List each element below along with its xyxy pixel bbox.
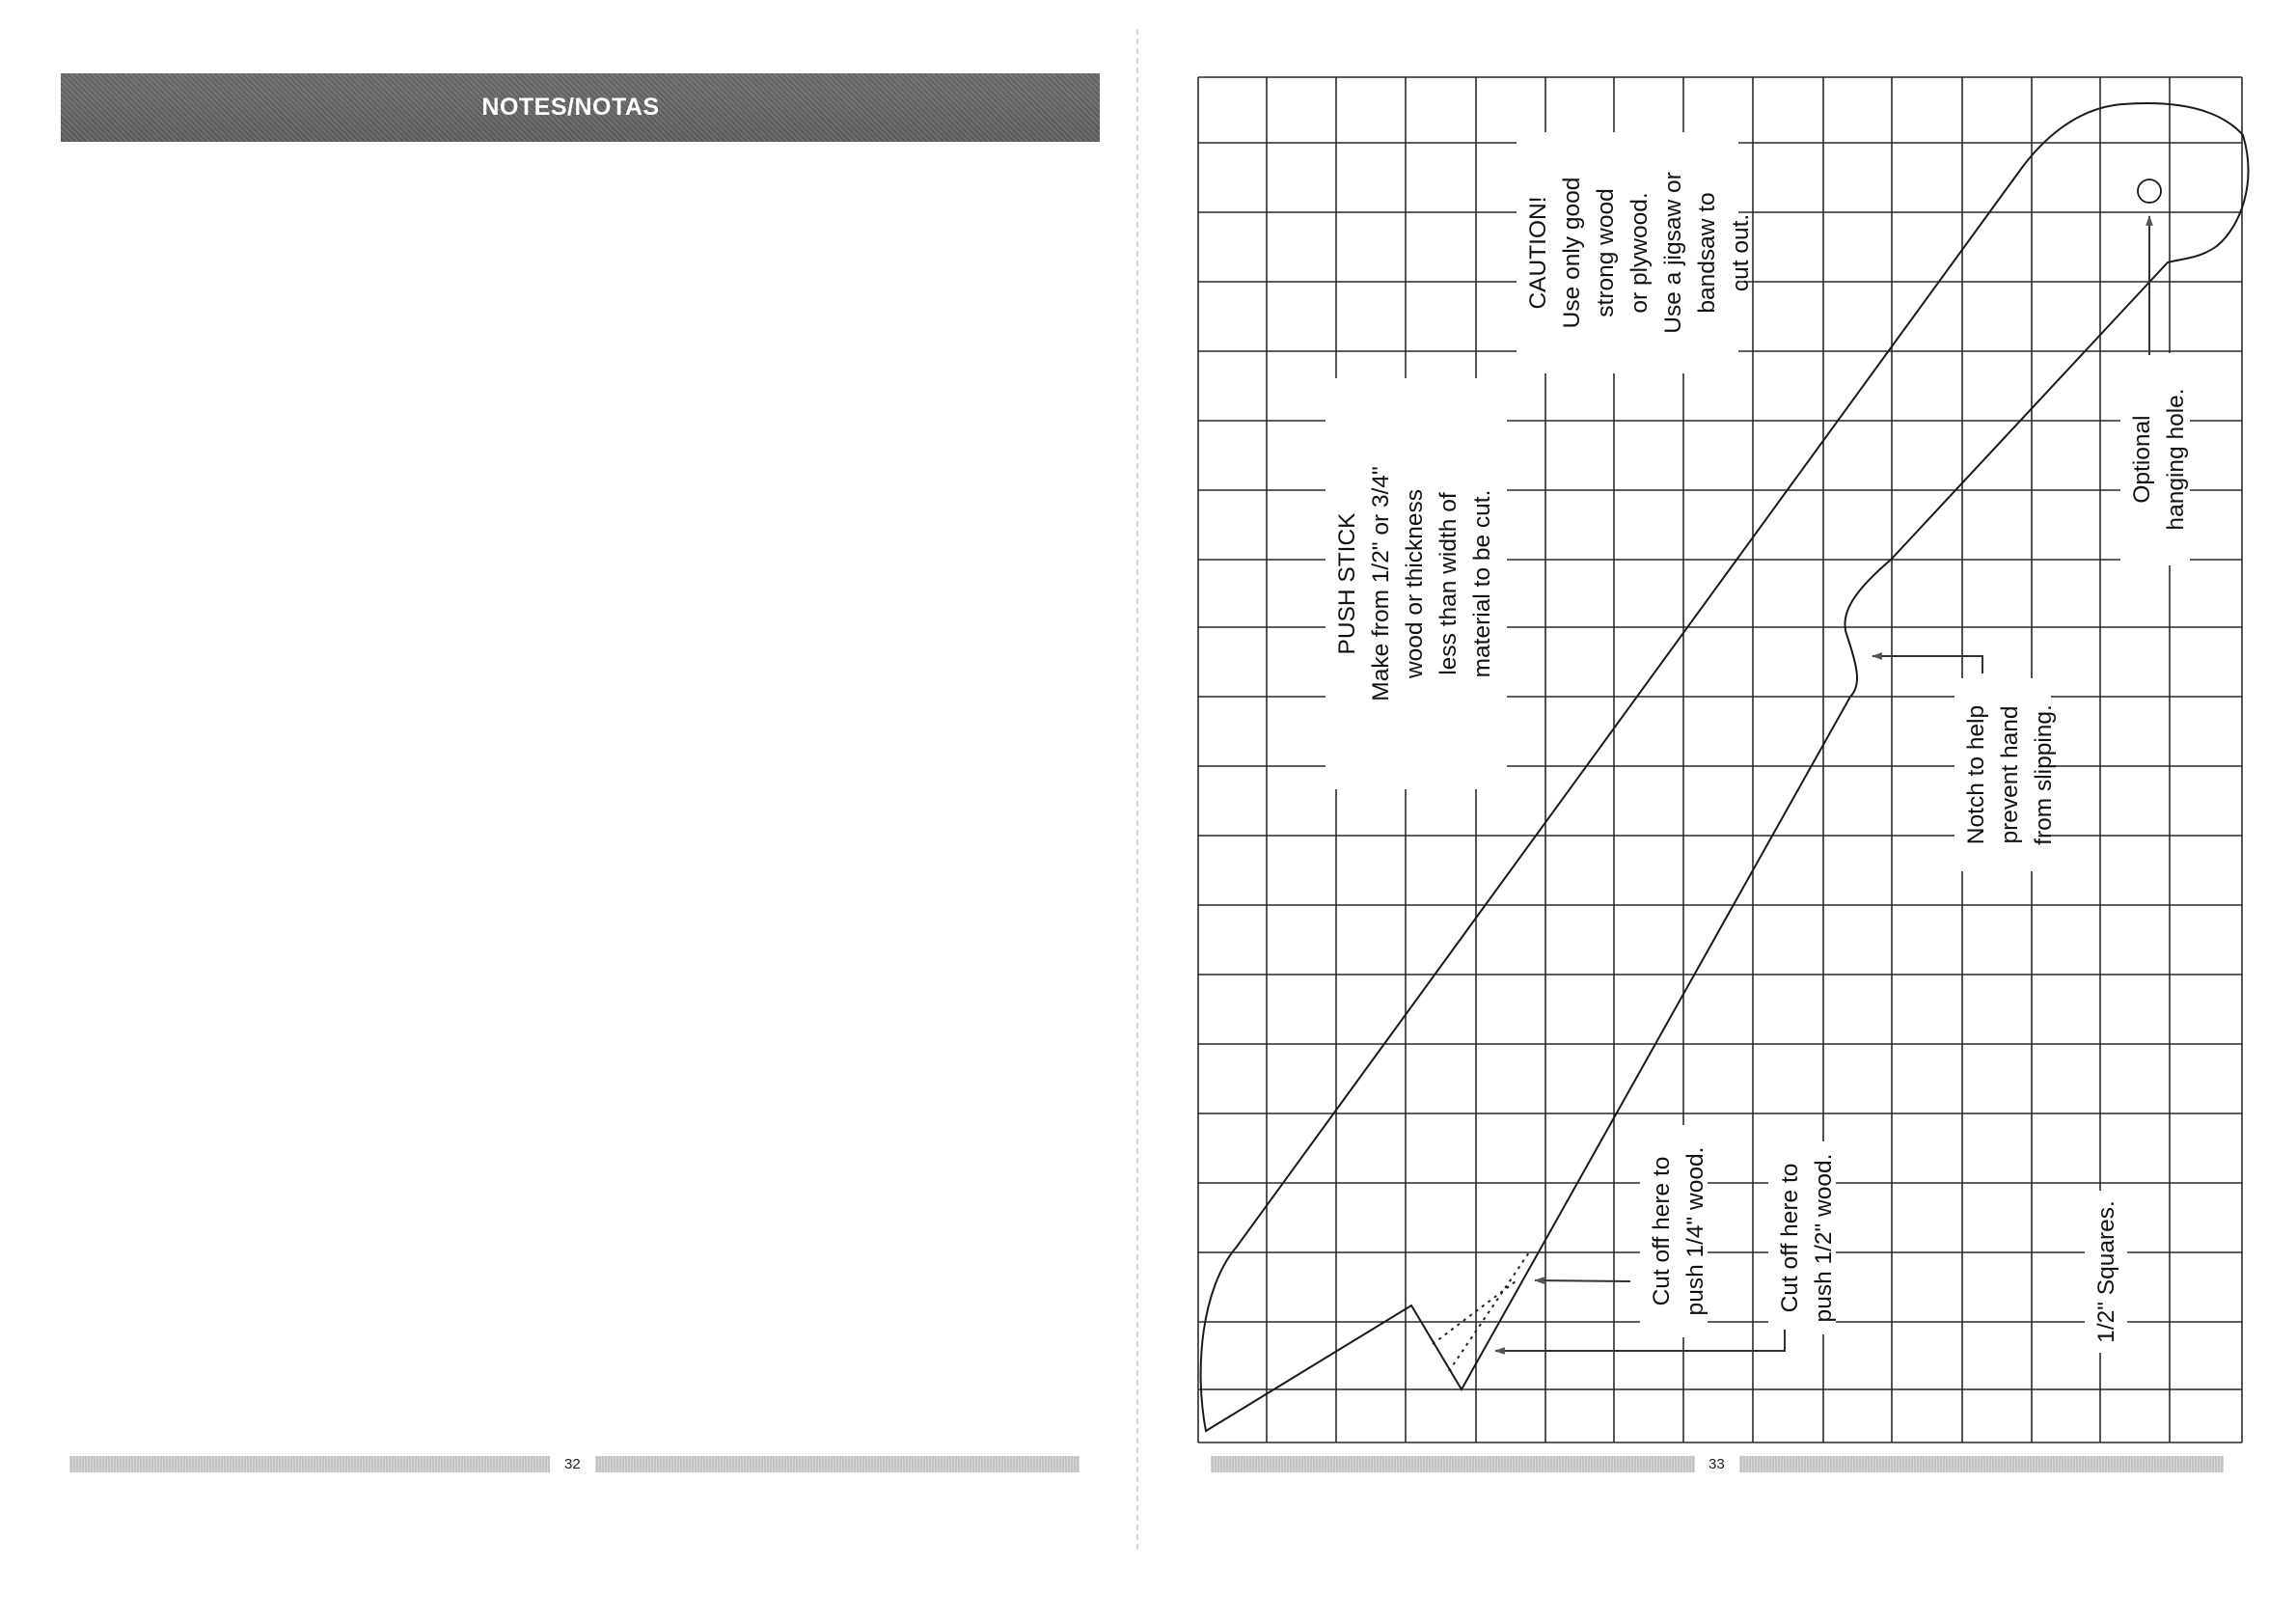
- caution-line: CAUTION!: [1525, 196, 1551, 310]
- push-stick-label: [1326, 378, 1507, 789]
- caution-line: Use only good: [1559, 177, 1585, 329]
- squares-note-text: [2093, 1200, 2119, 1343]
- push-stick-line: Make from 1/2" or 3/4": [1368, 466, 1394, 701]
- notch-line: Notch to help: [1963, 704, 1989, 845]
- cut-quarter-line: Cut off here to: [1649, 1156, 1675, 1306]
- hanging-hole-circle: [2138, 179, 2161, 203]
- page-number-left: 32: [564, 1456, 581, 1472]
- cut-line-half: [1449, 1252, 1529, 1371]
- cut-half-line: push 1/2" wood.: [1811, 1153, 1837, 1323]
- caution-line: or plywood.: [1626, 192, 1653, 314]
- caution-line: strong wood: [1593, 188, 1619, 317]
- cut-half-label: [1768, 1141, 1837, 1334]
- notch-text: [1963, 704, 2057, 845]
- caution-text: [1525, 172, 1754, 333]
- page-number-right: 33: [1708, 1456, 1725, 1472]
- push-stick-line: material to be cut.: [1469, 489, 1495, 678]
- squares-note-label: [2085, 1191, 2127, 1353]
- squares-note-line: 1/2" Squares.: [2093, 1200, 2119, 1343]
- hanging-hole-label: [2120, 353, 2190, 565]
- hanging-hole-line: hanging hole.: [2163, 388, 2189, 531]
- cut-line-quarter: [1433, 1281, 1516, 1344]
- push-stick-line: PUSH STICK: [1334, 512, 1360, 655]
- notes-title: NOTES/NOTAS: [481, 94, 660, 121]
- caution-line: Use a jigsaw or: [1660, 172, 1686, 334]
- hanging-hole-line: Optional: [2129, 415, 2155, 504]
- caution-line: bandsaw to: [1694, 192, 1720, 314]
- push-stick-line: wood or thickness: [1402, 488, 1428, 679]
- notch-line: prevent hand: [1997, 705, 2023, 844]
- push-stick-line: less than width of: [1435, 492, 1462, 675]
- cut-quarter-label: [1640, 1125, 1708, 1337]
- notch-label: [1954, 678, 2057, 871]
- notch-arrow: [1872, 656, 1982, 673]
- cut-half-line: Cut off here to: [1777, 1163, 1803, 1313]
- cut-quarter-arrow: [1535, 1280, 1630, 1281]
- caution-label: [1517, 132, 1754, 373]
- notch-line: from slipping.: [2031, 704, 2057, 845]
- cut-quarter-line: push 1/4" wood.: [1682, 1146, 1708, 1316]
- caution-line: cut out.: [1728, 213, 1754, 292]
